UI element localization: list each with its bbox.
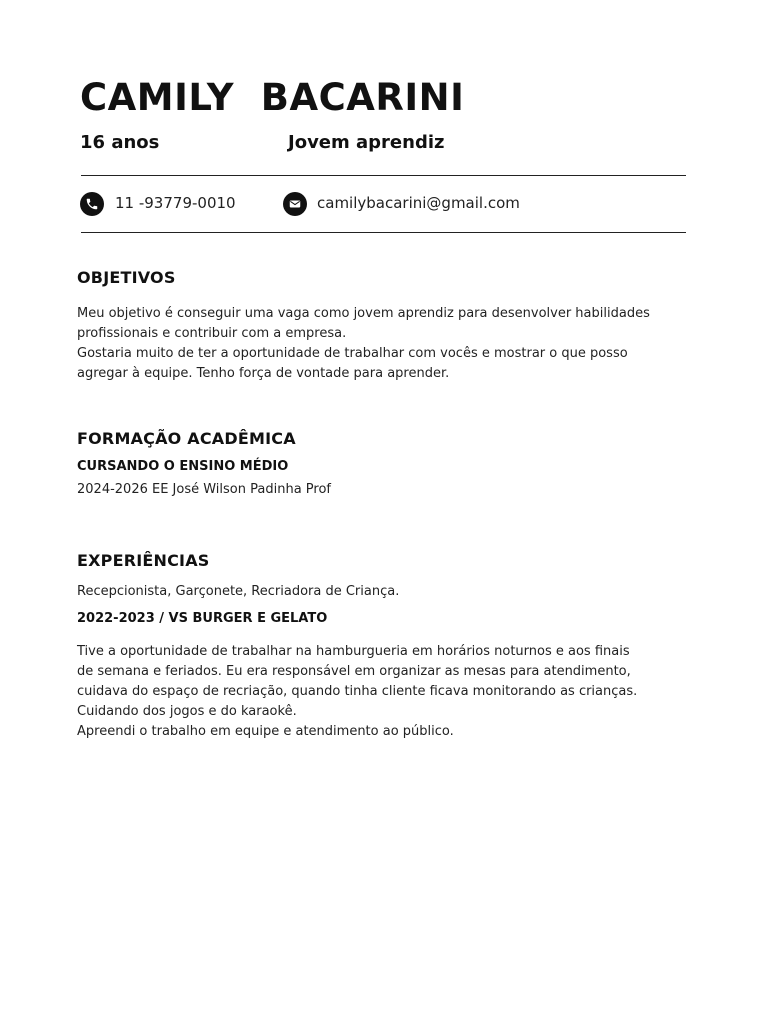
- candidate-role: Jovem aprendiz: [288, 132, 445, 153]
- divider-top: [81, 175, 686, 176]
- section-title-formacao: FORMAÇÃO ACADÊMICA: [77, 429, 296, 448]
- experiencias-roles: Recepcionista, Garçonete, Recriadora de Criança.: [77, 584, 400, 599]
- objetivos-line: profissionais e contribuir com a empresa.: [77, 326, 347, 341]
- experiencias-subtitle: 2022-2023 / VS BURGER E GELATO: [77, 611, 328, 626]
- divider-bottom: [81, 232, 686, 233]
- section-title-experiencias: EXPERIÊNCIAS: [77, 551, 210, 570]
- objetivos-line: Meu objetivo é conseguir uma vaga como jovem aprendiz para desenvolver habilidades: [77, 306, 650, 321]
- phone-icon: [80, 192, 104, 216]
- experiencias-line: Tive a oportunidade de trabalhar na hamburgueria em horários noturnos e aos finais: [77, 644, 630, 659]
- objetivos-line: agregar à equipe. Tenho força de vontade para aprender.: [77, 366, 450, 381]
- objetivos-line: Gostaria muito de ter a oportunidade de trabalhar com vocês e mostrar o que posso: [77, 346, 628, 361]
- formacao-subtitle: CURSANDO O ENSINO MÉDIO: [77, 459, 289, 474]
- formacao-detail: 2024-2026 EE José Wilson Padinha Prof: [77, 482, 331, 497]
- experiencias-line: de semana e feriados. Eu era responsável em organizar as mesas para atendimento,: [77, 664, 631, 679]
- objetivos-text: [77, 304, 677, 384]
- experiencias-line: cuidava do espaço de recriação, quando tinha cliente ficava monitorando as crianças.: [77, 684, 638, 699]
- candidate-name: CAMILY BACARINI: [80, 76, 465, 119]
- email-address: camilybacarini@gmail.com: [317, 194, 520, 212]
- phone-number: 11 -93779-0010: [115, 194, 236, 212]
- experiencias-line: Cuidando dos jogos e do karaokê.: [77, 704, 297, 719]
- experiencias-text: [77, 642, 677, 742]
- experiencias-line: Apreendi o trabalho em equipe e atendimento ao público.: [77, 724, 454, 739]
- section-title-objetivos: OBJETIVOS: [77, 268, 176, 287]
- mail-icon: [283, 192, 307, 216]
- candidate-age: 16 anos: [80, 132, 160, 153]
